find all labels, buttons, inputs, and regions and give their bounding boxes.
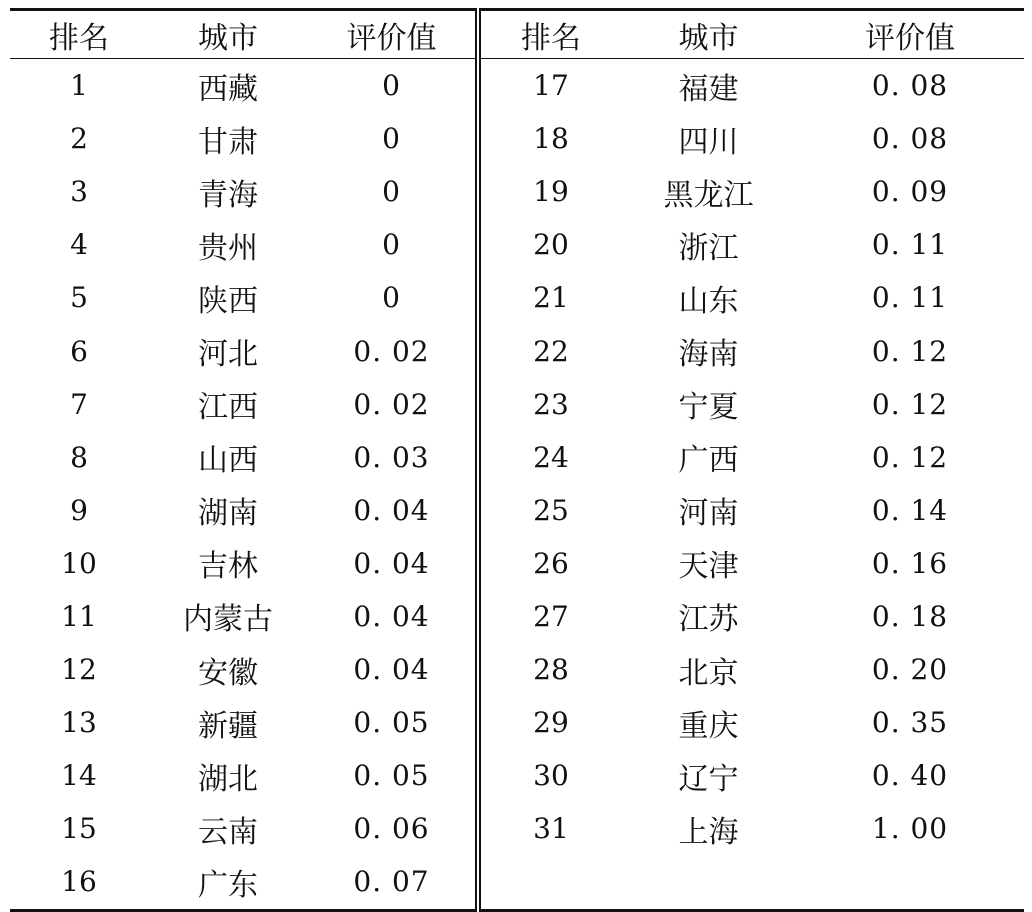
- value-cell-left: 0. 05: [308, 749, 478, 802]
- value-cell-right: 1. 00: [871, 812, 949, 846]
- rank-cell-left: 15: [61, 812, 97, 846]
- value-cell-left: 0: [308, 112, 478, 165]
- table-row: [10, 855, 1024, 910]
- rank-cell-right: 18: [533, 122, 569, 156]
- rank-cell-left: 11: [61, 599, 97, 633]
- table-row: [10, 802, 1024, 855]
- rank-cell-left: 2: [70, 122, 88, 156]
- header-value-left: 评价值: [308, 10, 478, 59]
- value-cell-left: 0. 06: [308, 802, 478, 855]
- city-cell-left: 安徽: [198, 655, 258, 691]
- rank-cell-left: 8: [70, 440, 88, 474]
- header-city-right: 城市: [621, 10, 796, 59]
- city-cell-left: 江西: [198, 390, 258, 426]
- value-cell-left: 0. 07: [308, 855, 478, 910]
- header-row: [10, 10, 1024, 59]
- city-cell-left: 甘肃: [198, 124, 258, 160]
- table-row: [10, 218, 1024, 271]
- city-cell-right: 黑龙江: [663, 177, 754, 213]
- header-city-left: 城市: [148, 10, 308, 59]
- city-cell-left: 西藏: [198, 71, 258, 107]
- table-row: [10, 112, 1024, 165]
- value-cell-right: 0. 08: [871, 69, 949, 103]
- table-row: [10, 643, 1024, 696]
- city-cell-left: 吉林: [198, 549, 258, 585]
- city-cell-right: 江苏: [678, 602, 739, 638]
- rank-cell-left: 14: [61, 759, 97, 793]
- value-cell-right: 0. 18: [871, 599, 949, 633]
- city-cell-left: 贵州: [198, 230, 258, 266]
- value-cell-right: 0. 12: [871, 334, 949, 368]
- city-cell-left: 云南: [198, 814, 258, 850]
- city-cell-right: 辽宁: [678, 761, 739, 797]
- value-cell-right: 0. 11: [871, 281, 949, 315]
- city-cell-left: 河北: [198, 337, 258, 373]
- rank-cell-right: 22: [533, 334, 569, 368]
- city-cell-left: 青海: [198, 177, 258, 213]
- rank-cell-right: 28: [533, 653, 569, 687]
- value-cell-right: 0. 20: [871, 653, 949, 687]
- rank-cell-left: 12: [61, 653, 97, 687]
- table-row: [10, 165, 1024, 218]
- rank-cell-right: 21: [533, 281, 569, 315]
- value-cell-left: 0. 03: [308, 431, 478, 484]
- value-cell-right: 0. 40: [871, 759, 949, 793]
- table-row: [10, 590, 1024, 643]
- table-row: [10, 324, 1024, 377]
- rank-cell-left: 6: [70, 334, 88, 368]
- rank-cell-left: 16: [61, 865, 97, 899]
- city-ranking-table: [10, 8, 1024, 912]
- rank-cell-left: 9: [70, 493, 88, 527]
- value-cell-right: 0. 08: [871, 122, 949, 156]
- table-row: [10, 378, 1024, 431]
- city-cell-left: 内蒙古: [183, 602, 273, 638]
- rank-cell-right: 31: [533, 812, 569, 846]
- rank-cell-right: [478, 855, 621, 910]
- city-cell-left: 湖南: [198, 496, 258, 532]
- value-cell-left: 0. 02: [308, 378, 478, 431]
- city-cell-right: 宁夏: [678, 390, 739, 426]
- city-cell-right: [621, 855, 796, 910]
- city-cell-right: 四川: [678, 124, 739, 160]
- value-cell-left: 0. 04: [308, 484, 478, 537]
- value-cell-right: [796, 855, 1024, 910]
- rank-cell-right: 30: [533, 759, 569, 793]
- value-cell-left: 0: [308, 218, 478, 271]
- header-rank-left: 排名: [10, 10, 148, 59]
- city-cell-right: 河南: [678, 496, 739, 532]
- value-cell-left: 0: [308, 165, 478, 218]
- value-cell-right: 0. 14: [871, 493, 949, 527]
- table-header: [10, 10, 1024, 59]
- city-cell-right: 北京: [678, 655, 739, 691]
- value-cell-left: 0. 05: [308, 696, 478, 749]
- value-cell-left: 0. 04: [308, 590, 478, 643]
- value-cell-right: 0. 11: [871, 228, 949, 262]
- city-cell-right: 广西: [678, 443, 739, 479]
- value-cell-right: 0. 16: [871, 546, 949, 580]
- value-cell-left: 0: [308, 59, 478, 113]
- rank-cell-right: 17: [533, 69, 569, 103]
- city-cell-left: 新疆: [198, 708, 258, 744]
- value-cell-right: 0. 12: [871, 440, 949, 474]
- rank-cell-right: 19: [533, 175, 569, 209]
- value-cell-left: 0. 04: [308, 537, 478, 590]
- rank-cell-right: 23: [533, 387, 569, 421]
- rank-cell-left: 4: [70, 228, 88, 262]
- city-cell-right: 福建: [678, 71, 739, 107]
- value-cell-left: 0. 02: [308, 324, 478, 377]
- rank-cell-right: 27: [533, 599, 569, 633]
- rank-cell-right: 25: [533, 493, 569, 527]
- rank-cell-left: 5: [70, 281, 88, 315]
- table-row: [10, 484, 1024, 537]
- table-row: [10, 59, 1024, 113]
- rank-cell-left: 3: [70, 175, 88, 209]
- rank-cell-left: 1: [70, 69, 88, 103]
- table-row: [10, 749, 1024, 802]
- rank-cell-right: 20: [533, 228, 569, 262]
- header-rank-right: 排名: [478, 10, 621, 59]
- city-cell-right: 浙江: [678, 230, 739, 266]
- rank-cell-right: 29: [533, 706, 569, 740]
- city-cell-right: 山东: [678, 283, 739, 319]
- city-cell-right: 重庆: [678, 708, 739, 744]
- rank-cell-left: 13: [61, 706, 97, 740]
- city-cell-left: 山西: [198, 443, 258, 479]
- table-body: [10, 59, 1024, 911]
- city-cell-right: 上海: [678, 814, 739, 850]
- table-row: [10, 271, 1024, 324]
- rank-cell-right: 24: [533, 440, 569, 474]
- value-cell-left: 0: [308, 271, 478, 324]
- value-cell-right: 0. 12: [871, 387, 949, 421]
- table-row: [10, 696, 1024, 749]
- header-value-right: 评价值: [796, 10, 1024, 59]
- value-cell-left: 0. 04: [308, 643, 478, 696]
- city-cell-left: 陕西: [198, 283, 258, 319]
- table-row: [10, 537, 1024, 590]
- city-cell-left: 广东: [198, 867, 258, 903]
- value-cell-right: 0. 35: [871, 706, 949, 740]
- table-row: [10, 431, 1024, 484]
- city-cell-left: 湖北: [198, 761, 258, 797]
- rank-cell-left: 10: [61, 546, 97, 580]
- rank-cell-left: 7: [70, 387, 88, 421]
- value-cell-right: 0. 09: [871, 175, 949, 209]
- city-cell-right: 海南: [678, 337, 739, 373]
- city-cell-right: 天津: [678, 549, 739, 585]
- rank-cell-right: 26: [533, 546, 569, 580]
